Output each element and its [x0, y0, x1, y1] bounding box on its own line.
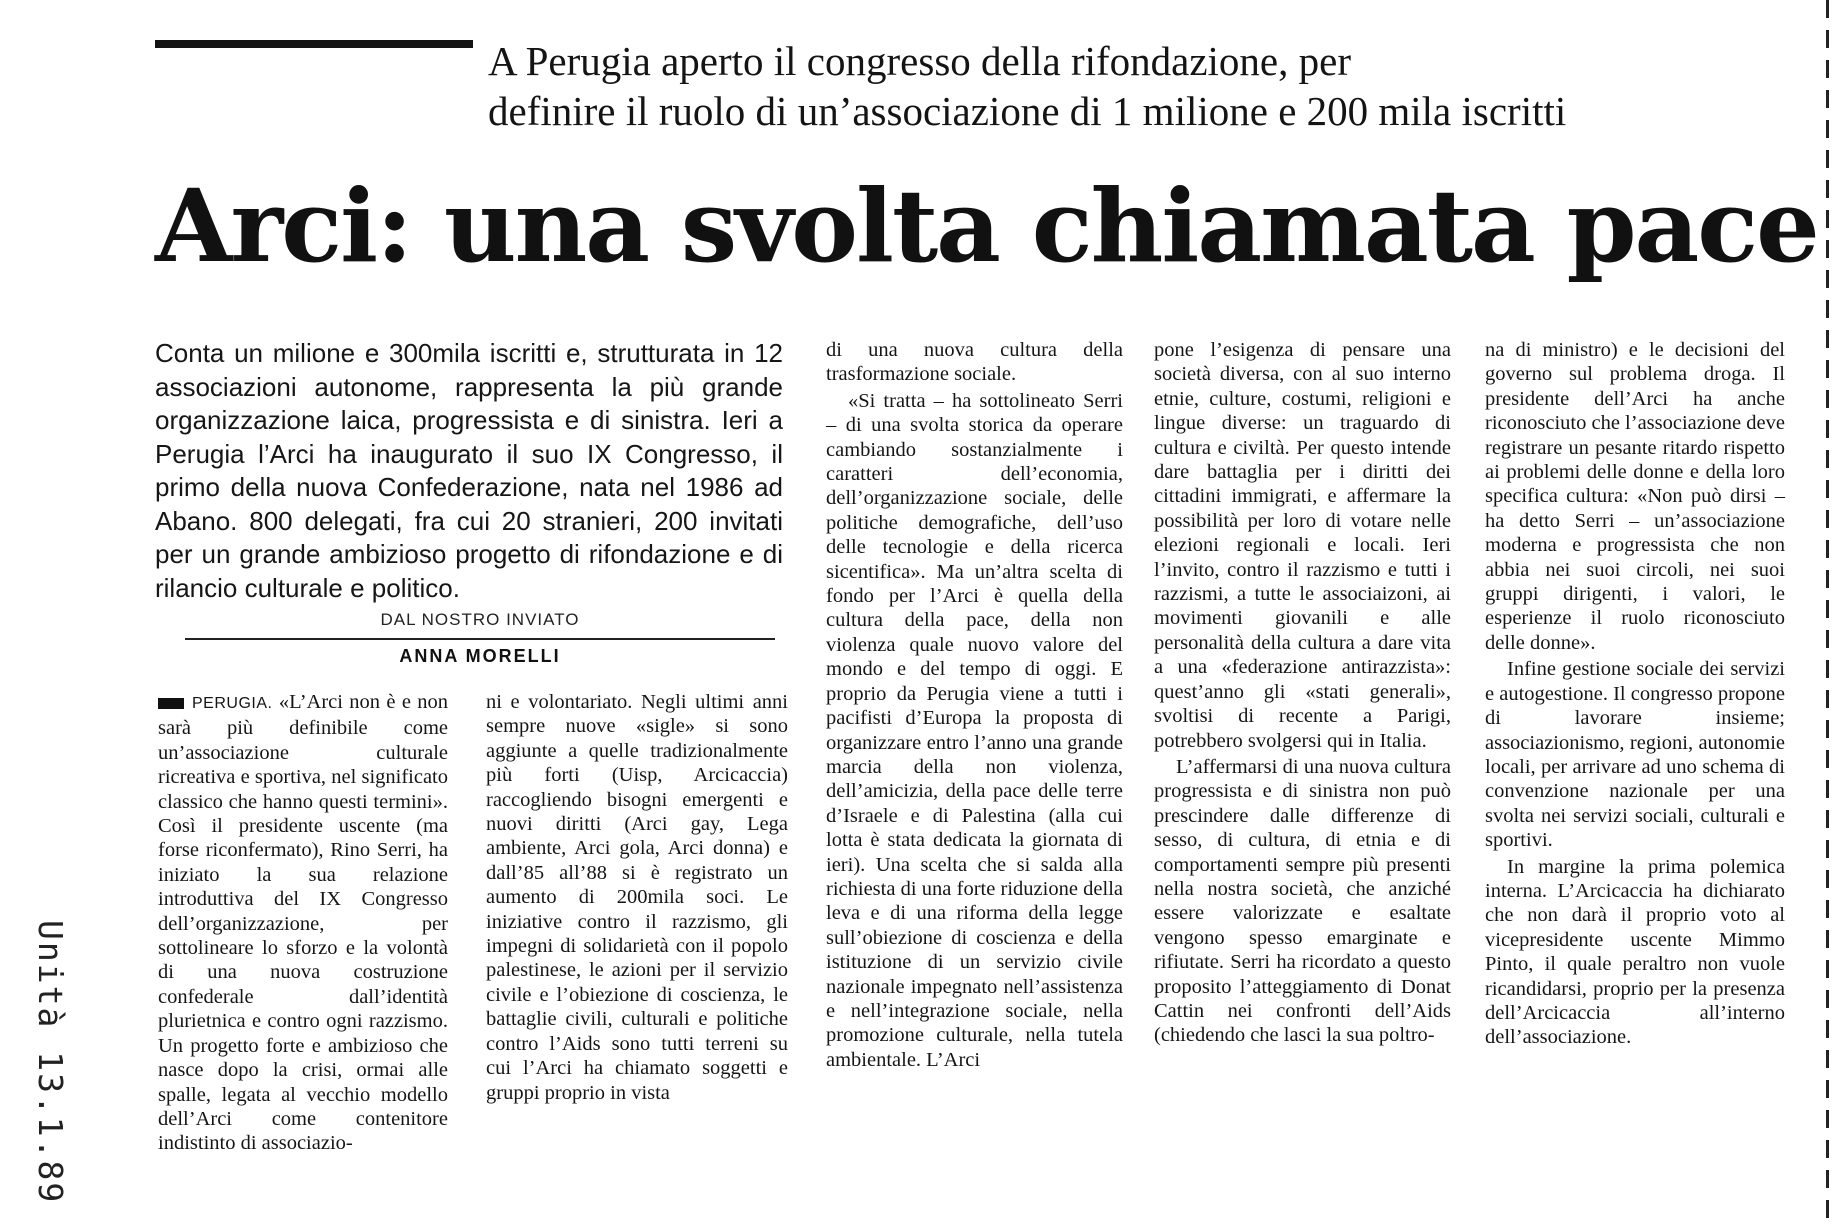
column-4-paragraph-1: pone l’esigenza di pensare una società diversa, con al suo interno etnie, culture, costumi, religioni e lingue diverse: un traguardo di cultura e civiltà. Per questo intende dare battaglia per i diritti dei cittadini immigrati, e affermare la possibilità per loro di votare nelle elezioni regionali e locali. Ieri l’invito, contro il razzismo e tutti i razzismi, a tutte le associaizoni, ai movimenti giovanili e alle personalità della cultura a dare vita a una «federazione antirazzista»: quest’anno gli «stati generali», svoltisi di recente a Parigi, potrebbero svolgersi qui in Italia. — [1154, 339, 1451, 752]
kicker-line-2: definire il ruolo di un’associazione di 1 milione e 200 mila iscritti — [488, 88, 1567, 134]
column-5-paragraph-2: Infine gestione sociale dei servizi e autogestione. Il congresso propone di lavorare insieme; associazionismo, regioni, autonomie locali, per arrivare ad uno schema di convenzione nazionale per una svolta nei servizi sociali, culturali e sportivi. — [1485, 658, 1786, 852]
column-1-text: «L’Arci non è e non sarà più definibile come un’associazione culturale ricreativa e sportiva, nel significato classico che hanno questi termini». Così il presidente uscente (ma forse riconfermato), Rino Serri, ha iniziato la sua relazione introduttiva del IX Congresso dell’organizzazione, per sottolineare lo sforzo e la volontà di una nuova costruzione confederale dall’identità plurietnica e contro ogni razzismo. Un progetto forte e ambizioso che nasce dopo la crisi, ormai alle spalle, legata al vecchio modello dell’Arci come contenitore indistinto di associazio- — [158, 691, 449, 1155]
article-column-1 — [158, 690, 448, 1156]
column-3-paragraph-2: «Si tratta – ha sottolineato Serri – di una svolta storica da operare cambiando sostanzialmente i caratteri dell’economia, dell’organizzazione sociale, delle politiche demografiche, dell’uso delle tecnologie e della ricerca sicentifica». Ma un’altra scelta di fondo per l’Arci è quella della cultura della pace, della non violenza quale nuovo valore del mondo e del tempo di oggi. E proprio da Perugia viene a tutti i pacifisti d’Europa la proposta di organizzare entro l’anno una grande marcia della non violenza, dell’amicizia, della pace delle terre d’Israele e di Palestina (alla cui lotta è stata dedicata la giornata di ieri). Una scelta che si salda alla richiesta di una forte riduzione della leva e di una riforma della legge sull’obiezione di coscienza e della istituzione di un servizio civile nazionale impegnato nell’assistenza e nell’integrazione sociale, nella promozione culturale, nella tutela ambientale. L’Arci — [826, 389, 1123, 1071]
scan-edge-mark — [1826, 0, 1829, 1225]
article-column-3 — [826, 338, 1123, 1072]
byline-label: DAL NOSTRO INVIATO — [380, 610, 580, 629]
headline: Arci: una svolta chiamata pace — [155, 167, 1818, 285]
lead-paragraph: Conta un milione e 300mila iscritti e, strutturata in 12 associazioni autonome, rappresenta la più grande organizzazione laica, progressista e di sinistra. Ieri a Perugia l’Arci ha inaugurato il suo IX Congresso, il primo della nuova Confederazione, nata nel 1986 ad Abano. 800 delegati, fra cui 20 stranieri, 200 invitati per un grande ambizioso progetto di rifondazione e di rilancio culturale e politico. — [155, 338, 783, 603]
byline — [185, 610, 775, 667]
article-column-2 — [486, 690, 788, 1105]
column-3-paragraph-1: di una nuova cultura della trasformazione sociale. — [826, 339, 1123, 386]
kicker-line-1: A Perugia aperto il congresso della rifondazione, per — [488, 38, 1351, 84]
kicker — [488, 36, 1566, 136]
column-1-paragraph-1 — [158, 690, 448, 1156]
column-4-paragraph-2: L’affermarsi di una nuova cultura progressista e di sinistra non può prescindere dalle differenze di sesso, di cultura, di etnia e di comportamenti sempre più presenti nella nostra società, che anziché essere valorizzate e esaltate vengono spesso emarginate e rifiutate. Serri ha ricordato a questo proposito l’atteggiamento di Donat Cattin nei confronti dell’Aids (chiedendo che lasci la sua poltro- — [1154, 755, 1451, 1047]
header-rule — [155, 40, 473, 48]
byline-author: ANNA MORELLI — [399, 646, 561, 666]
article-column-5 — [1485, 338, 1785, 1050]
dateline-bullet-icon — [158, 698, 184, 709]
article-column-4 — [1154, 338, 1451, 1048]
archive-date-stamp: Unità 13.1.89 — [31, 920, 70, 1205]
dateline: PERUGIA. — [192, 695, 273, 712]
column-5-paragraph-1: na di ministro) e le decisioni del governo sul problema droga. Il presidente dell’Arci ha anche riconosciuto che l’associazione deve registrare un pesante ritardo rispetto ai problemi delle donne e della loro specifica cultura: «Non può dirsi – ha detto Serri – un’associazione moderna e progressista che non abbia nei suoi circoli, nei suoi gruppi dirigenti, i valori, le esperienze il ruolo riconosciuto delle donne». — [1485, 339, 1785, 654]
column-5-paragraph-3: In margine la prima polemica interna. L’Arcicaccia ha dichiarato che non darà il proprio voto al vicepresidente uscente Mimmo Pinto, il quale peraltro non vuole ricandidarsi, proprio per la presenza dell’Arcicaccia all’interno dell’associazione. — [1485, 855, 1785, 1049]
column-2-paragraph-1: ni e volontariato. Negli ultimi anni sempre nuove «sigle» si sono aggiunte a quelle tradizionalmente più forti (Uisp, Arcicaccia) raccogliendo bisogni emergenti e nuovi diritti (Arci gay, Lega ambiente, Arci gola, Arci donna) e dall’85 all’88 si è registrato un aumento di 200mila soci. Le iniziative contro il razzismo, gli impegni di solidarietà con il popolo palestinese, le azioni per il servizio civile e l’obiezione di coscienza, le battaglie civili, culturali e politiche contro l’Aids sono tutti terreni su cui l’Arci ha chiamato soggetti e gruppi proprio in vista — [486, 691, 788, 1104]
byline-rule — [185, 638, 775, 640]
